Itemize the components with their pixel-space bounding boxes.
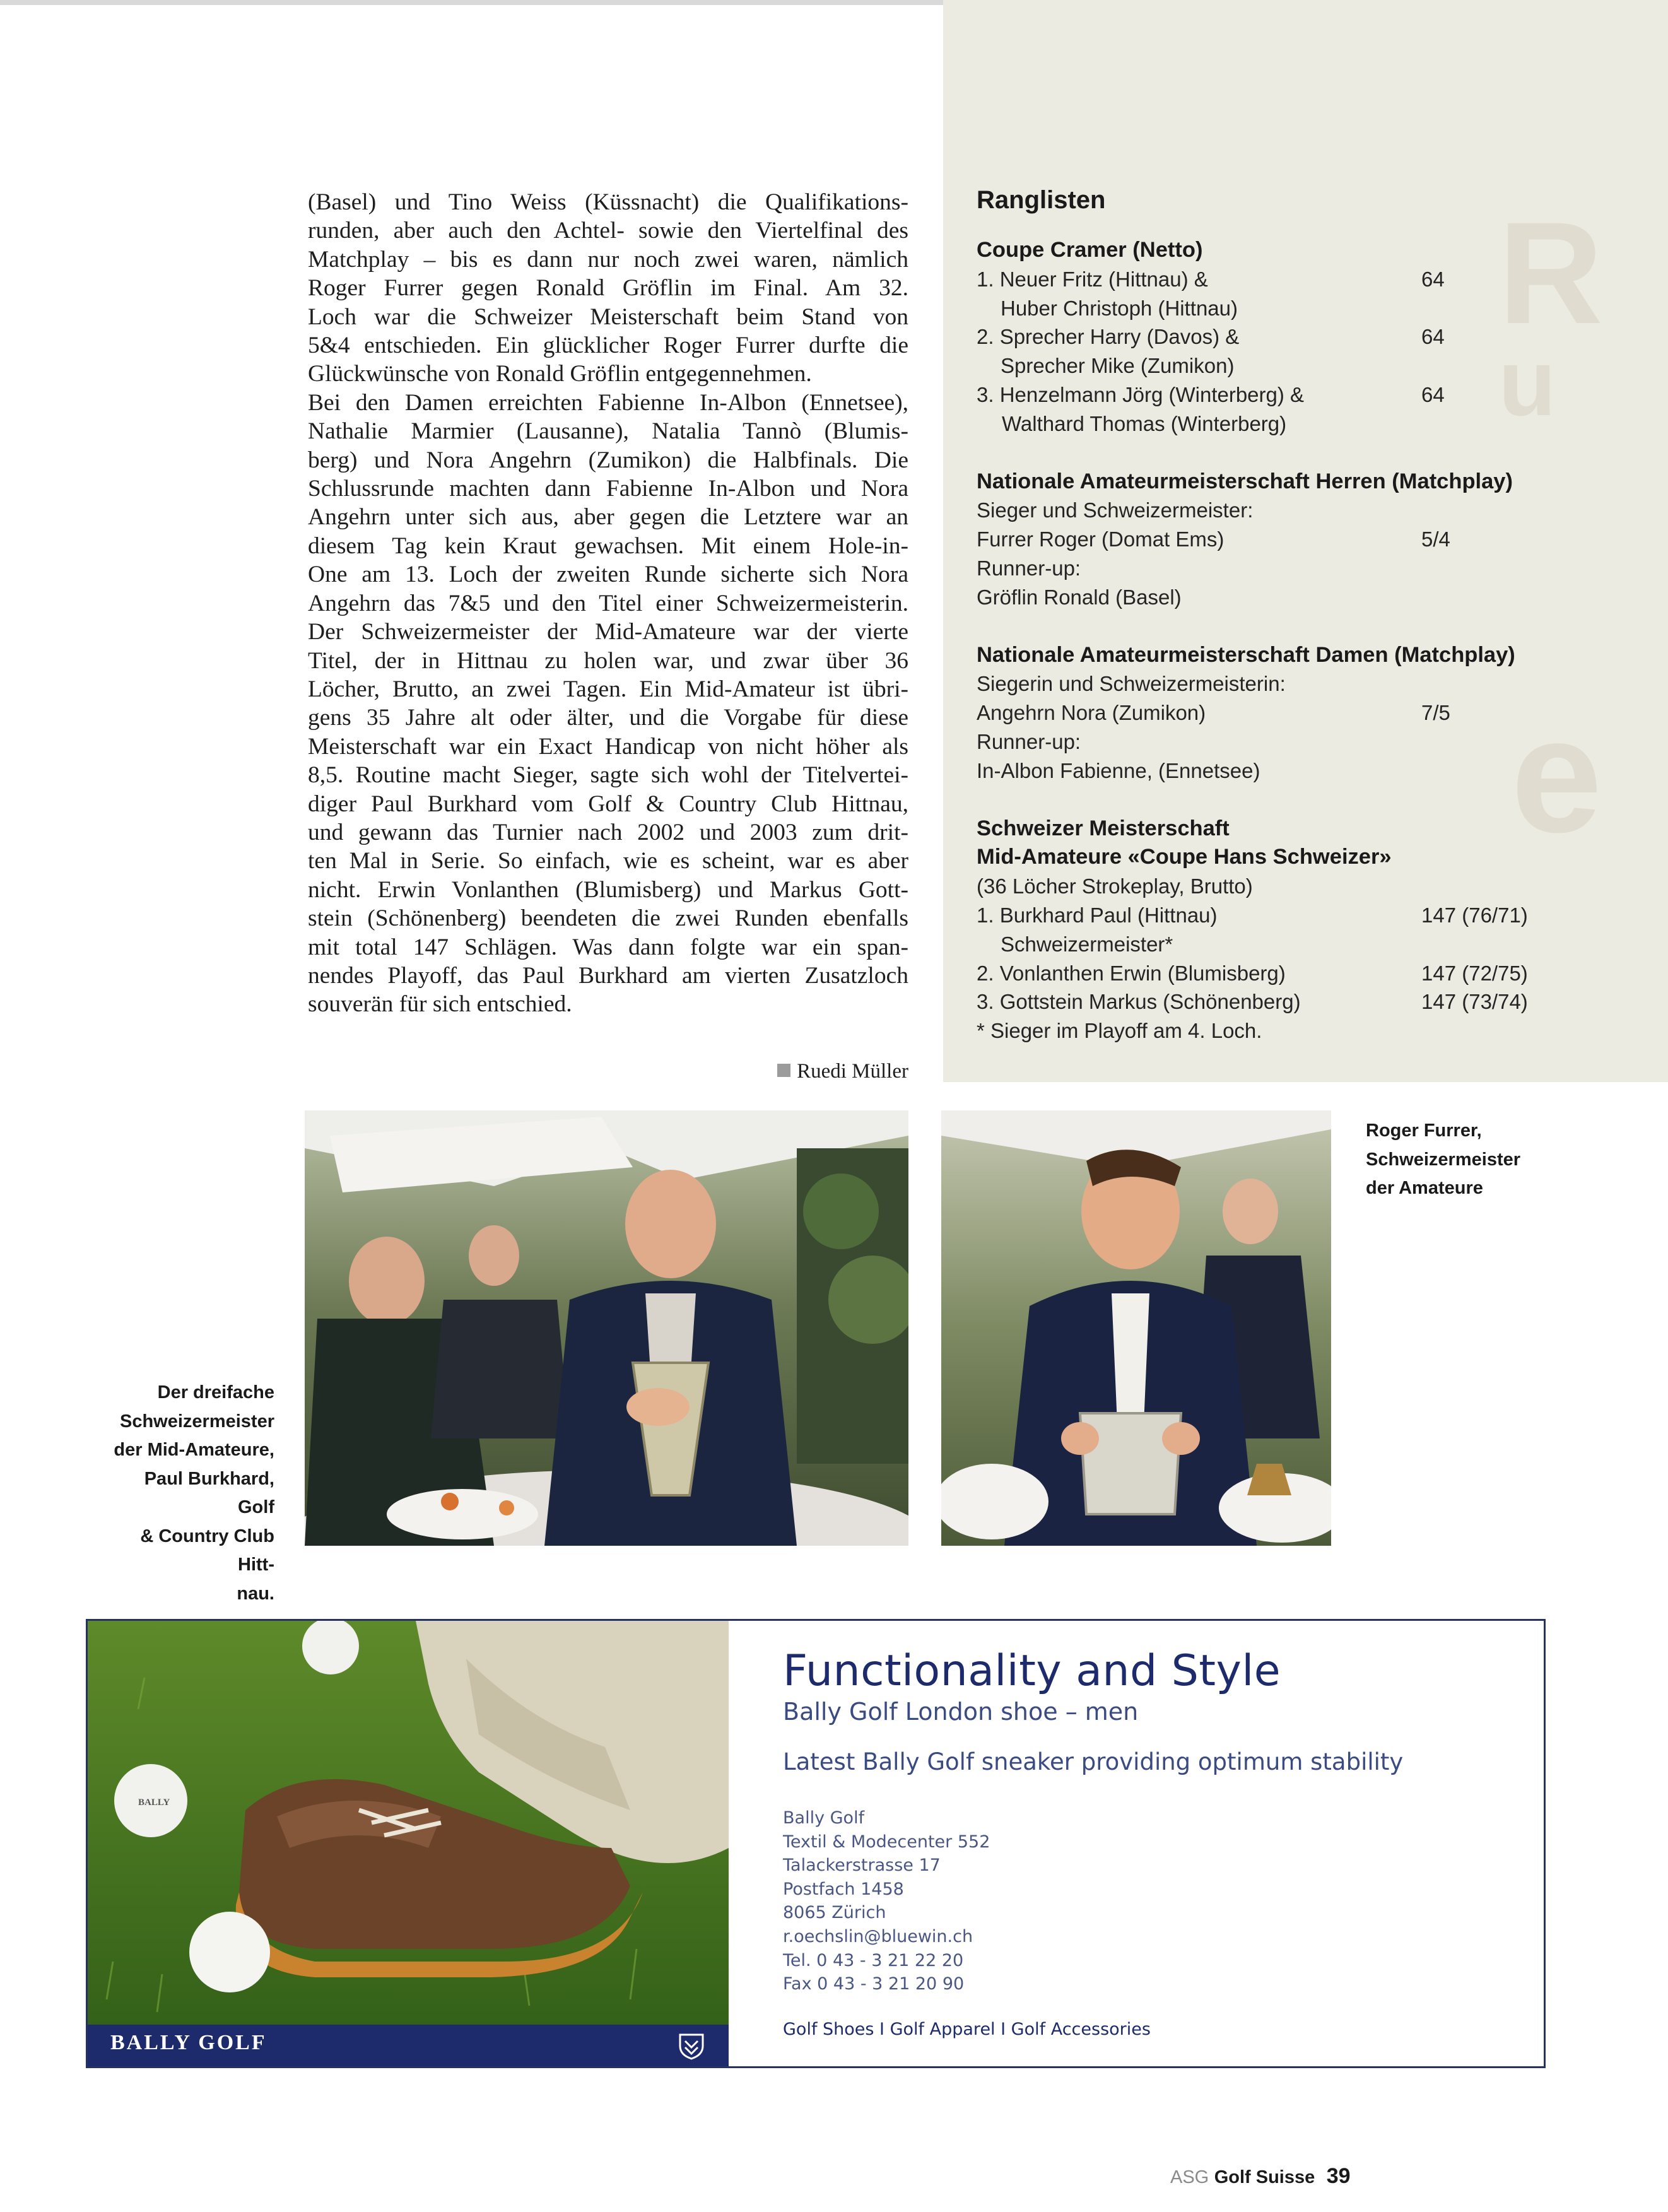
ranking-entry: 1. Neuer Fritz (Hittnau) & bbox=[977, 267, 1208, 291]
herren-rows bbox=[977, 496, 1532, 611]
ranking-row bbox=[977, 554, 1532, 583]
article-line: One am 13. Loch der zweiten Runde sicherte sich Nora bbox=[308, 562, 908, 588]
ranking-row bbox=[977, 351, 1532, 380]
article-line: 8,5. Routine macht Sieger, sagte sich wohl der Titelvertei- bbox=[308, 762, 908, 789]
herren-block bbox=[977, 468, 1532, 612]
article-line: berg) und Nora Angehrn (Zumikon) die Halbfinals. Die bbox=[308, 447, 908, 473]
ranglisten bbox=[977, 184, 1532, 1074]
caption-line: der Amateure bbox=[1366, 1178, 1483, 1198]
article-line: diger Paul Burkhard vom Golf & Country Club Hittnau, bbox=[308, 791, 908, 817]
caption-line: Roger Furrer, bbox=[1366, 1121, 1482, 1141]
ranking-entry: Sieger und Schweizermeister: bbox=[977, 498, 1254, 522]
herren-heading: Nationale Amateurmeisterschaft Herren (Matchplay) bbox=[977, 469, 1513, 493]
ranking-row bbox=[977, 409, 1532, 438]
caption-line: Der dreifache bbox=[157, 1382, 274, 1403]
article-line: Matchplay – bis es dann nur noch zwei waren, nämlich bbox=[308, 246, 908, 273]
ranking-entry: Sprecher Mike (Zumikon) bbox=[1001, 354, 1235, 378]
ranking-score: 64 bbox=[1421, 267, 1445, 291]
ranking-row bbox=[977, 322, 1532, 351]
ad-address-line: Postfach 1458 bbox=[783, 1879, 904, 1899]
ranking-row bbox=[977, 756, 1532, 785]
ad-tagline: Latest Bally Golf sneaker providing optimum stability bbox=[783, 1748, 1404, 1775]
ranking-score: 64 bbox=[1421, 325, 1445, 349]
ranking-entry: 1. Burkhard Paul (Hittnau) bbox=[977, 903, 1218, 927]
ranking-row bbox=[977, 901, 1532, 930]
ranking-entry: Walthard Thomas (Winterberg) bbox=[1002, 411, 1287, 435]
ranking-entry: Furrer Roger (Domat Ems) bbox=[977, 527, 1225, 551]
bally-crest-icon bbox=[677, 2031, 706, 2060]
ranking-score: 7/5 bbox=[1421, 701, 1450, 725]
ball-logo-text: BALLY bbox=[138, 1797, 170, 1808]
mid-amateure-heading-2: Mid-Amateure «Coupe Hans Schweizer» bbox=[977, 845, 1392, 869]
mid-amateure-heading-1: Schweizer Meisterschaft bbox=[977, 816, 1230, 840]
article-line: Loch war die Schweizer Meisterschaft beim Stand von bbox=[308, 303, 908, 330]
ad-subtitle: Bally Golf London shoe – men bbox=[783, 1698, 1139, 1726]
ad-address-line: Fax 0 43 - 3 21 20 90 bbox=[783, 1974, 965, 1994]
ranking-entry: In-Albon Fabienne, (Ennetsee) bbox=[977, 758, 1260, 782]
article-line: (Basel) und Tino Weiss (Küssnacht) die Qualifikations- bbox=[308, 189, 908, 215]
ad-address-line: 8065 Zürich bbox=[783, 1903, 886, 1923]
ranking-row bbox=[977, 669, 1532, 698]
caption-line: Paul Burkhard, Golf bbox=[144, 1468, 274, 1517]
ranking-row bbox=[977, 583, 1532, 612]
ranking-row bbox=[977, 496, 1532, 525]
article-line: Löcher, Brutto, an zwei Tagen. Ein Mid-Amateur ist übri- bbox=[308, 676, 908, 702]
ranking-row bbox=[977, 872, 1532, 901]
page-folio bbox=[1170, 2164, 1351, 2189]
mid-amateure-rows bbox=[977, 872, 1532, 1045]
photo-roger-furrer bbox=[941, 1110, 1331, 1546]
print-through-shadow: R u e bbox=[1498, 192, 1604, 867]
article-line: souverän für sich entschied. bbox=[308, 991, 572, 1018]
caption-line: Schweizermeister bbox=[119, 1411, 274, 1432]
ad-footer-categories: Golf Shoes I Golf Apparel I Golf Accessories bbox=[783, 2020, 1151, 2039]
caption-line: & Country Club Hitt- bbox=[140, 1526, 274, 1575]
ranking-entry: Huber Christoph (Hittnau) bbox=[1001, 296, 1238, 320]
coupe-cramer-block bbox=[977, 236, 1532, 438]
folio-magazine: Golf Suisse bbox=[1214, 2167, 1315, 2187]
ad-address-line: Textil & Modecenter 552 bbox=[783, 1832, 990, 1852]
ranking-row bbox=[977, 525, 1532, 554]
ad-address-line: Tel. 0 43 - 3 21 22 20 bbox=[783, 1950, 964, 1970]
ranking-entry: 3. Gottstein Markus (Schönenberg) bbox=[977, 990, 1301, 1014]
article-line: und gewann das Turnier nach 2002 und 2003 zum drit- bbox=[308, 819, 908, 845]
page-number: 39 bbox=[1326, 2164, 1351, 2188]
article-line: Nathalie Marmier (Lausanne), Natalia Tannò (Blumis- bbox=[308, 418, 908, 445]
ranking-row bbox=[977, 727, 1532, 756]
article-line: nendes Playoff, das Paul Burkhard am vierten Zusatzloch bbox=[308, 962, 908, 989]
ranking-row bbox=[977, 1016, 1532, 1045]
ranking-entry: Runner-up: bbox=[977, 729, 1081, 753]
ranking-entry: * Sieger im Playoff am 4. Loch. bbox=[977, 1019, 1262, 1043]
mid-amateure-block bbox=[977, 815, 1532, 1045]
ad-brand-name: BALLY GOLF bbox=[110, 2031, 267, 2054]
ranglisten-title: Ranglisten bbox=[977, 186, 1106, 214]
ranking-entry: 2. Sprecher Harry (Davos) & bbox=[977, 325, 1240, 349]
folio-org: ASG bbox=[1170, 2167, 1209, 2187]
article-line: diesem Tag kein Kraut gewachsen. Mit einem Hole-in- bbox=[308, 532, 908, 559]
ranking-entry: Angehrn Nora (Zumikon) bbox=[977, 701, 1206, 725]
article-line: stein (Schönenberg) beendeten die zwei Runden ebenfalls bbox=[308, 905, 908, 932]
article-line: Bei den Damen erreichten Fabienne In-Albon (Ennetsee), bbox=[308, 389, 908, 416]
ranking-row bbox=[977, 294, 1532, 323]
ranking-entry: (36 Löcher Strokeplay, Brutto) bbox=[977, 874, 1253, 898]
article-author: Ruedi Müller bbox=[770, 1060, 908, 1083]
caption-paul-burkhard bbox=[107, 1379, 274, 1608]
ranking-row bbox=[977, 380, 1532, 409]
article-line: Der Schweizermeister der Mid-Amateure war der vierte bbox=[308, 619, 908, 645]
damen-rows bbox=[977, 669, 1532, 785]
ranking-entry: Runner-up: bbox=[977, 556, 1081, 580]
ranking-entry: Siegerin und Schweizermeisterin: bbox=[977, 672, 1286, 696]
article-line: Angehrn das 7&5 und den Titel einer Schweizermeisterin. bbox=[308, 590, 908, 616]
ranking-entry: Gröflin Ronald (Basel) bbox=[977, 585, 1182, 609]
article-line: Meisterschaft war ein Exact Handicap von nicht höher als bbox=[308, 733, 908, 760]
ad-shoe-photo bbox=[88, 1621, 729, 2066]
ranking-score: 147 (72/75) bbox=[1421, 961, 1528, 985]
article-line: Glückwünsche von Ronald Gröflin entgegennehmen. bbox=[308, 361, 812, 387]
damen-heading: Nationale Amateurmeisterschaft Damen (Matchplay) bbox=[977, 642, 1515, 667]
ad-title: Functionality and Style bbox=[783, 1646, 1281, 1696]
ranking-row bbox=[977, 959, 1532, 988]
damen-block bbox=[977, 641, 1532, 785]
ranking-score: 5/4 bbox=[1421, 527, 1450, 551]
photo-paul-burkhard bbox=[305, 1110, 908, 1546]
ranking-score: 64 bbox=[1421, 382, 1445, 406]
article-line: Angehrn unter sich aus, aber gegen die Letztere war an bbox=[308, 504, 908, 531]
article-line: ten Mal in Serie. So einfach, wie es scheint, war es aber bbox=[308, 848, 908, 874]
ranking-entry: 3. Henzelmann Jörg (Winterberg) & bbox=[977, 382, 1305, 406]
bally-golf-advertisement bbox=[86, 1619, 1546, 2068]
ad-address-line: r.oechslin@bluewin.ch bbox=[783, 1926, 973, 1946]
ad-copy bbox=[783, 1646, 1508, 1996]
article-line: Titel, der in Hittnau zu holen war, und zwar über 36 bbox=[308, 647, 908, 674]
article-body bbox=[308, 188, 908, 1019]
article-line: runden, aber auch den Achtel- sowie den Viertelfinal des bbox=[308, 218, 908, 244]
author-marker-icon bbox=[777, 1064, 790, 1077]
ranking-row bbox=[977, 987, 1532, 1016]
ranking-row bbox=[977, 265, 1532, 294]
ranking-entry: Schweizermeister* bbox=[1001, 932, 1173, 956]
article-line: gens 35 Jahre alt oder älter, und die Vorgabe für diese bbox=[308, 705, 908, 731]
ad-address-line: Talackerstrasse 17 bbox=[783, 1856, 941, 1876]
caption-line: Schweizermeister bbox=[1366, 1149, 1521, 1170]
caption-line: der Mid-Amateure, bbox=[114, 1440, 274, 1460]
caption-line: nau. bbox=[237, 1583, 274, 1604]
ranking-score: 147 (73/74) bbox=[1421, 990, 1528, 1014]
ad-address bbox=[783, 1806, 1508, 1996]
ranking-row bbox=[977, 698, 1532, 727]
article-line: Roger Furrer gegen Ronald Gröflin im Final. Am 32. bbox=[308, 275, 908, 302]
ranking-row bbox=[977, 930, 1532, 959]
ranking-entry: 2. Vonlanthen Erwin (Blumisberg) bbox=[977, 961, 1286, 985]
article-line: mit total 147 Schlägen. Was dann folgte war ein span- bbox=[308, 934, 908, 960]
article-line: nicht. Erwin Vonlanthen (Blumisberg) und Markus Gott- bbox=[308, 876, 908, 903]
ad-address-line: Bally Golf bbox=[783, 1808, 865, 1828]
article-line: Schlussrunde machten dann Fabienne In-Albon und Nora bbox=[308, 476, 908, 502]
ranking-score: 147 (76/71) bbox=[1421, 903, 1528, 927]
caption-roger-furrer bbox=[1366, 1117, 1555, 1203]
article-line: 5&4 entschieden. Ein glücklicher Roger Furrer durfte die bbox=[308, 332, 908, 359]
coupe-cramer-heading: Coupe Cramer (Netto) bbox=[977, 238, 1203, 262]
coupe-cramer-rows bbox=[977, 265, 1532, 438]
